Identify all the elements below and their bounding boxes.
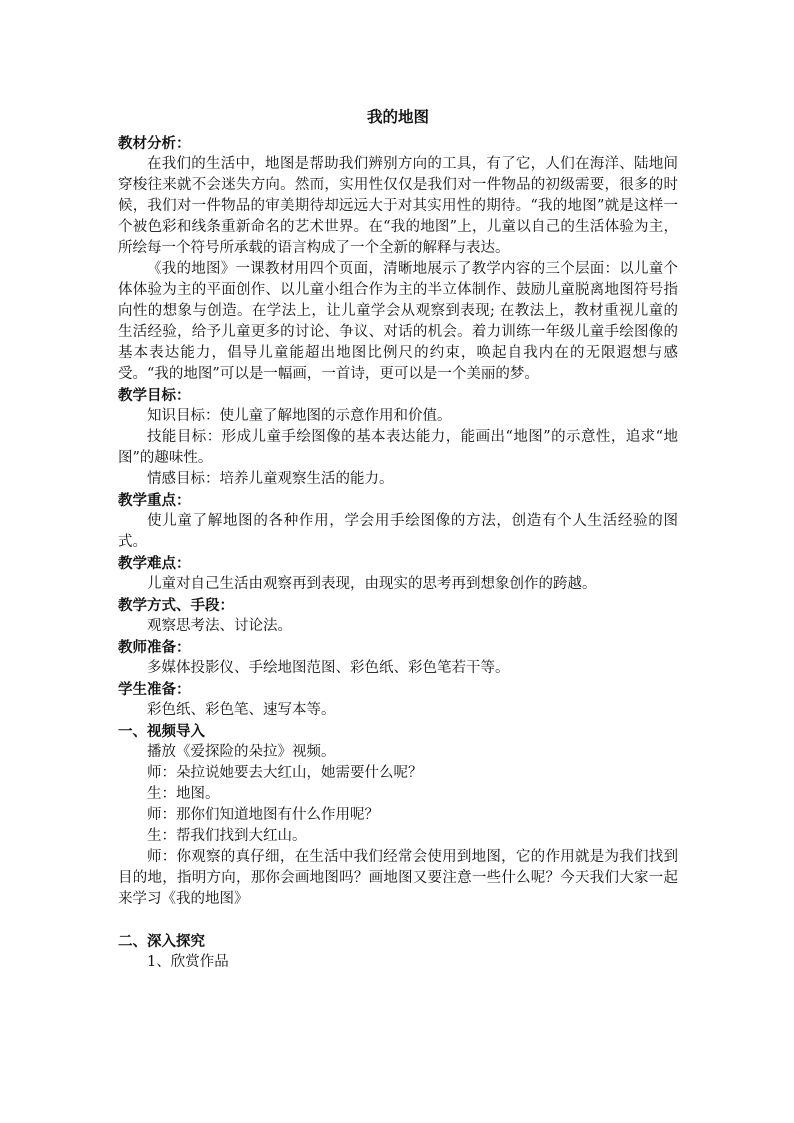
section-heading-student-prep: 学生准备： — [118, 681, 191, 698]
blank-line — [118, 910, 678, 931]
document-title: 我的地图 — [366, 107, 429, 126]
video-intro-line-1: 播放《爱探险的朵拉》视频。 — [147, 744, 336, 760]
goal-skill: 技能目标：形成儿童手绘图像的基本表达能力，能画出“地图”的示意性，追求“地图”的趣味性。 — [118, 429, 678, 466]
student-prep-text: 彩色纸、彩色笔、速写本等。 — [147, 702, 336, 718]
difficulties-text: 儿童对自己生活由观察再到表现，由现实的思考再到想象创作的跨越。 — [147, 576, 597, 592]
video-intro-line-2: 师：朵拉说她要去大红山，她需要什么呢？ — [147, 765, 423, 781]
section-heading-teacher-prep: 教师准备： — [118, 639, 191, 656]
section-heading-key-points: 教学重点： — [118, 492, 191, 509]
video-intro-line-5: 生：帮我们找到大红山。 — [147, 828, 307, 844]
section-heading-difficulties: 教学难点： — [118, 555, 191, 572]
goal-knowledge: 知识目标：使儿童了解地图的示意作用和价值。 — [147, 408, 452, 424]
explore-line-1: 1、欣赏作品 — [147, 954, 229, 970]
section-heading-methods: 教学方式、手段： — [118, 597, 234, 614]
section-heading-explore: 二、深入探究 — [118, 933, 205, 950]
section-heading-video-intro: 一、视频导入 — [118, 723, 205, 740]
key-points-text: 使儿童了解地图的各种作用，学会用手绘图像的方法，创造有个人生活经验的图式。 — [118, 513, 678, 550]
document-page — [118, 105, 678, 973]
teacher-prep-text: 多媒体投影仪、手绘地图范图、彩色纸、彩色笔若干等。 — [147, 660, 510, 676]
video-intro-line-4: 师：那你们知道地图有什么作用呢？ — [147, 807, 379, 823]
analysis-paragraph-1: 在我们的生活中，地图是帮助我们辨别方向的工具，有了它，人们在海洋、陆地间穿梭往来就不会迷失方向。然而，实用性仅仅是我们对一件物品的初级需要，很多的时候，我们对一件物品的审美期待却远远大于对其实用性的期待。“我的地图”就是这样一个被色彩和线条重新命名的艺术世界。在“我的地图”上，儿童以自己的生活体验为主，所绘每一个符号所承载的语言构成了一个全新的解释与表达。 — [118, 156, 678, 256]
video-intro-line-3: 生：地图。 — [147, 786, 220, 802]
section-heading-analysis: 教材分析： — [118, 135, 191, 152]
video-intro-line-6: 师：你观察的真仔细，在生活中我们经常会使用到地图，它的作用就是为我们找到目的地，指明方向，那你会画地图吗？画地图又要注意一些什么呢？今天我们大家一起来学习《我的地图》 — [118, 849, 678, 907]
section-heading-goals: 教学目标： — [118, 387, 191, 404]
methods-text: 观察思考法、讨论法。 — [147, 618, 292, 634]
analysis-paragraph-2: 《我的地图》一课教材用四个页面，清晰地展示了教学内容的三个层面：以儿童个体体验为主的平面创作、以儿童小组合作为主的半立体制作、鼓励儿童脱离地图符号指向性的想象与创造。在学法上，让儿童学会从观察到表现; 在教法上，教材重视儿童的生活经验，给予儿童更多的讨论、争议、对话的机会。着力训练一年级儿童手绘图像的基本表达能力，倡导儿童能超出地图比例尺的约束，唤起自我内在的无限遐想与感受。“我的地图”可以是一幅画，一首诗，更可以是一个美丽的梦。 — [118, 261, 678, 382]
goal-emotion: 情感目标：培养儿童观察生活的能力。 — [147, 471, 394, 487]
